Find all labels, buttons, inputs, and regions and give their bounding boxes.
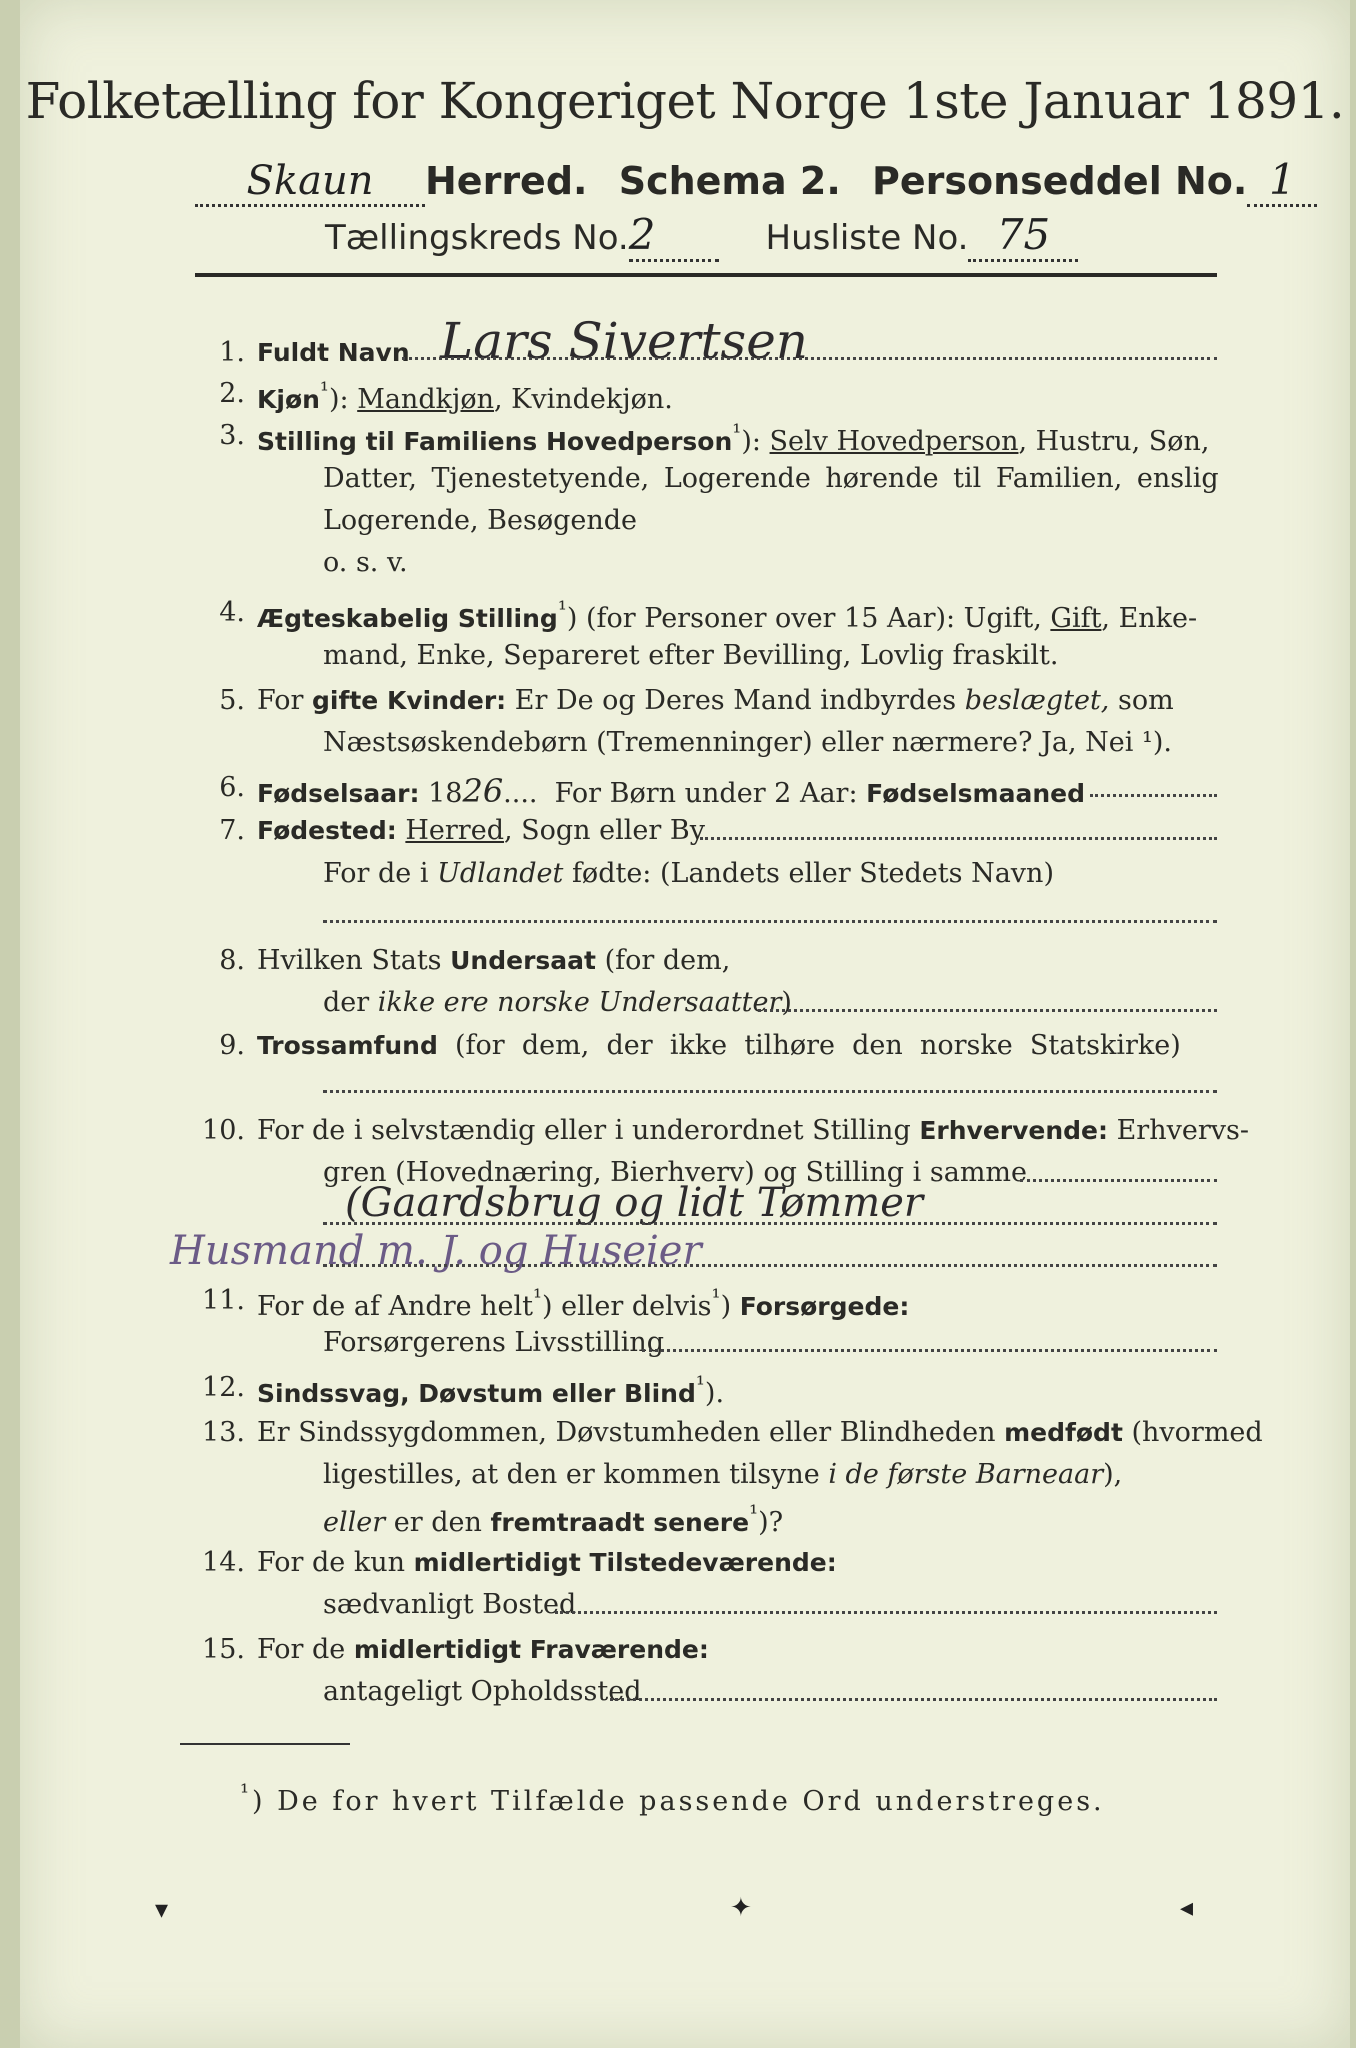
q11-text-b: ) eller delvis (542, 1291, 712, 1322)
footnote (240, 1780, 1105, 1817)
q14-row (257, 1547, 837, 1578)
q10-dotline1 (1020, 1179, 1217, 1182)
q9-text-b: (for dem, der ikke tilhøre den norske Statskirke) (437, 1030, 1181, 1061)
q9-number: 9. (219, 1030, 245, 1061)
q11-dotline (642, 1349, 1217, 1352)
q10-row (257, 1115, 1249, 1146)
q11-sup1: ¹ (533, 1285, 543, 1311)
q14-label: midlertidigt Tilstedeværende: (413, 1548, 837, 1577)
q2-number: 2. (219, 378, 245, 409)
q2-label: Kjøn (257, 385, 320, 414)
q3-text-a: ): (741, 426, 770, 457)
q7-line2 (323, 858, 1054, 889)
q8-line2 (323, 987, 792, 1018)
q2-option-mandkjon: Mandkjøn (357, 384, 494, 415)
q3-row (257, 420, 1209, 457)
q14-text-a: For de kun (257, 1547, 414, 1578)
q13-label2: fremtraadt senere (490, 1508, 750, 1537)
herred-line (195, 155, 1296, 207)
q13-line2b: ), (1103, 1459, 1123, 1490)
q4-label: Ægteskabelig Stilling (257, 604, 558, 633)
q7-dotline2 (323, 920, 1217, 923)
q12-text-b: ). (704, 1378, 725, 1409)
header-rule (195, 273, 1217, 277)
q10-line2: gren (Hovednæring, Bierhverv) og Stilling i samme (323, 1157, 1028, 1188)
q13-line2a: ligestilles, at den er kommen tilsyne (323, 1459, 829, 1490)
q3-label: Stilling til Familiens Hovedperson (257, 427, 733, 456)
q7-label: Fødested: (257, 816, 397, 845)
registration-mark-right-icon: ◂ (1180, 1893, 1194, 1923)
q13-line2 (323, 1459, 1122, 1490)
q3-text-b: , Hustru, Søn, (1018, 426, 1210, 457)
q9-dotline (323, 1090, 1217, 1093)
q5-text-b: Er De og Deres Mand indbyrdes (506, 685, 965, 716)
q14-line2: sædvanligt Bosted (323, 1589, 577, 1620)
q4-line2: mand, Enke, Separeret efter Bevilling, Lovlig fraskilt. (323, 640, 1059, 671)
q2-text-a: ): (328, 384, 349, 415)
form-title: Folketælling for Kongeriget Norge 1ste Januar 1891. (25, 72, 1345, 130)
q3-line2: Datter, Tjenestetyende, Logerende hørende til Familien, enslig (323, 463, 1219, 494)
q10-answer-line2: Husmand m. J. og Huseier (170, 1228, 702, 1274)
q5-line2: Næstsøskendebørn (Tremenninger) eller nærmere? Ja, Nei ¹). (323, 727, 1172, 758)
personseddel-no: 1 (1247, 155, 1317, 207)
schema-label: Schema 2. (618, 159, 841, 203)
q7-dotline (700, 837, 1217, 840)
q8-label: Undersaat (450, 946, 596, 975)
q13-line3a: er den (385, 1507, 491, 1538)
q9-label: Trossamfund (257, 1031, 438, 1060)
q13-line3i: eller (323, 1507, 386, 1538)
q13-sup: ¹ (749, 1501, 759, 1527)
q12-number: 12. (202, 1372, 245, 1403)
q15-number: 15. (202, 1634, 245, 1665)
q5-text-a: For (257, 685, 313, 716)
q6-prefix: 18 (428, 778, 463, 809)
q7-option-herred: Herred (405, 815, 504, 846)
q13-line3b: )? (758, 1507, 784, 1538)
q7-line2b: fødte: (Landets eller Stedets Navn) (563, 858, 1054, 889)
census-form (20, 0, 1350, 2048)
kreds-line (325, 210, 1078, 262)
q13-text-a: Er Sindssygdommen, Døvstumheden eller Blindheden (257, 1417, 1005, 1448)
q1-dotline (402, 357, 1217, 360)
q7-line2a: For de i (323, 858, 438, 889)
footnote-sup: ¹ (240, 1780, 253, 1806)
q8-text-b: (for dem, (595, 945, 731, 976)
q10-text-a: For de i selvstændig eller i underordnet Stilling (257, 1115, 920, 1146)
q9-row (257, 1030, 1181, 1061)
q3-sup: ¹ (732, 420, 742, 446)
q15-line2: antageligt Opholdssted (323, 1676, 642, 1707)
q6-dotline (1090, 794, 1217, 797)
kreds-label: Tællingskreds No. (325, 218, 629, 258)
q6-number: 6. (219, 772, 245, 803)
q2-sup: ¹ (319, 378, 329, 404)
q11-text-a: For de af Andre helt (257, 1291, 534, 1322)
herred-name: Skaun (195, 158, 425, 207)
q12-label: Sindssvag, Døvstum eller Blind (257, 1379, 696, 1408)
q8-row (257, 945, 730, 976)
q11-text-c: ) (720, 1291, 740, 1322)
q4-text-a: ) (for Personer over 15 Aar): Ugift, (566, 603, 1051, 634)
q6-text-b: For Børn under 2 Aar: (554, 778, 858, 809)
q4-text-b: , Enke- (1101, 603, 1198, 634)
q2-row (257, 378, 673, 415)
q11-row (257, 1285, 909, 1322)
q6-answer: 26 (462, 772, 504, 810)
q10-number: 10. (202, 1115, 245, 1146)
q8-line2i: ikke ere norske Undersaatter (377, 987, 782, 1018)
q13-line3 (323, 1501, 783, 1538)
footnote-text: ) De for hvert Tilfælde passende Ord understreges. (252, 1786, 1105, 1817)
husliste-no: 75 (968, 210, 1078, 262)
registration-mark-left-icon: ▾ (155, 1895, 169, 1925)
q15-text-a: For de (257, 1634, 354, 1665)
q3-line3: Logerende, Besøgende (323, 505, 637, 536)
q8-dotline (758, 1009, 1217, 1012)
q10-dotline3 (323, 1264, 1217, 1267)
q6-label2: Fødselsmaaned (866, 779, 1086, 808)
q7-line2i: Udlandet (437, 858, 564, 889)
q8-line2a: der (323, 987, 378, 1018)
q7-row (257, 815, 705, 846)
q10-answer-line1: (Gaardsbrug og lidt Tømmer (345, 1180, 924, 1226)
q8-text-a: Hvilken Stats (257, 945, 451, 976)
q5-text-c: som (1109, 685, 1174, 716)
q12-sup: ¹ (695, 1372, 705, 1398)
registration-mark-center-icon: ✦ (730, 1893, 752, 1923)
q6-label: Fødselsaar: (257, 779, 420, 808)
q6-row: Fødselsaar: 1826.... For Børn under 2 Aar: Fødselsmaaned (257, 772, 1086, 810)
q15-label: midlertidigt Fraværende: (353, 1635, 709, 1664)
q1-number: 1. (219, 337, 245, 368)
q7-text-b: , Sogn eller By (503, 815, 705, 846)
q4-option-gift: Gift (1050, 603, 1102, 634)
q10-text-b: Erhvervs- (1108, 1115, 1249, 1146)
q8-number: 8. (219, 945, 245, 976)
q7-number: 7. (219, 815, 245, 846)
q13-line2i: i de første Barneaar (828, 1459, 1104, 1490)
personseddel-label: Personseddel No. (872, 159, 1248, 203)
footnote-rule (180, 1743, 350, 1745)
q8-line2b: ) (781, 987, 792, 1018)
q3-option-selv: Selv Hovedperson (769, 426, 1019, 457)
q11-number: 11. (202, 1285, 245, 1316)
q5-row (257, 685, 1174, 716)
husliste-label: Husliste No. (765, 218, 969, 258)
q11-line2: Forsørgerens Livsstilling (323, 1327, 665, 1358)
q14-number: 14. (202, 1547, 245, 1578)
q3-line4: o. s. v. (323, 547, 408, 578)
q1-label: Fuldt Navn (257, 338, 410, 367)
q12-row (257, 1372, 724, 1409)
q13-label: medfødt (1004, 1418, 1123, 1447)
q3-number: 3. (219, 420, 245, 451)
q15-dotline (610, 1698, 1217, 1701)
q10-label: Erhvervende: (919, 1116, 1109, 1145)
q2-text-b: , Kvindekjøn. (493, 384, 673, 415)
q4-number: 4. (219, 597, 245, 628)
q11-label: Forsørgede: (739, 1292, 910, 1321)
q15-row (257, 1634, 709, 1665)
q13-text-b: (hvormed (1122, 1417, 1263, 1448)
q5-italic: beslægtet, (964, 685, 1110, 716)
kreds-no: 2 (629, 210, 719, 262)
q13-row (257, 1417, 1263, 1448)
q11-sup2: ¹ (711, 1285, 721, 1311)
q5-number: 5. (219, 685, 245, 716)
q13-number: 13. (202, 1417, 245, 1448)
q4-row (257, 597, 1197, 634)
q5-label: gifte Kvinder: (312, 686, 507, 715)
herred-label: Herred. (425, 159, 588, 203)
q1-answer: Lars Sivertsen (440, 312, 808, 370)
q14-dotline (555, 1611, 1217, 1614)
q1-row (257, 337, 410, 368)
q10-dotline2 (323, 1222, 1217, 1225)
q4-sup: ¹ (557, 597, 567, 623)
